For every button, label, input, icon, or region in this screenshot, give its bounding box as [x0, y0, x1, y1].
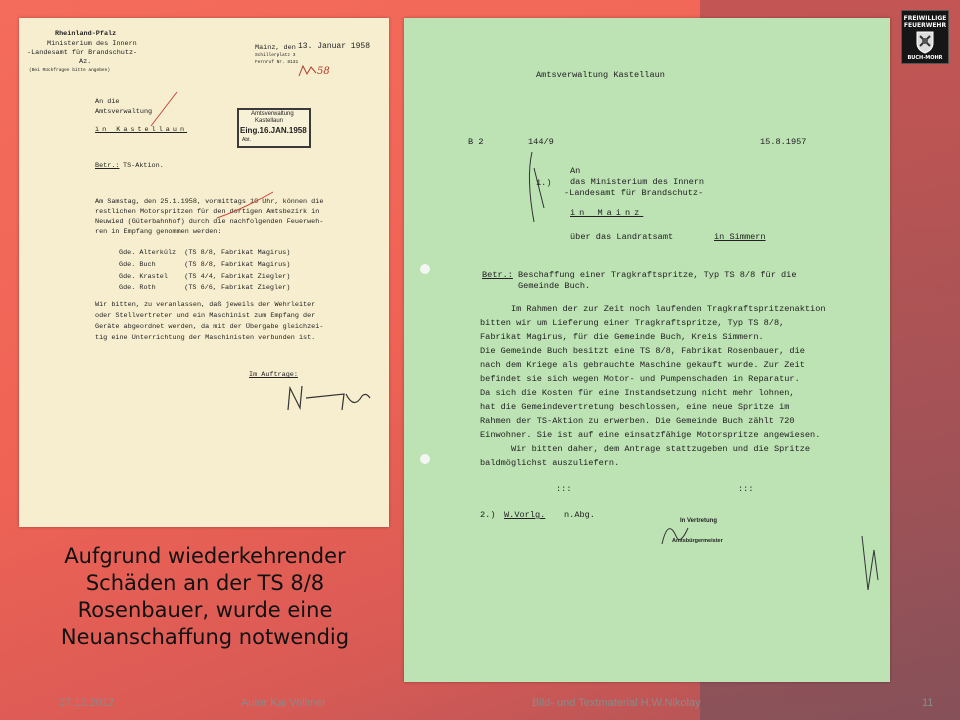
body-line: Rahmen der TS-Aktion zu erwerben. Die Gemeinde Buch zählt 720 [480, 416, 795, 426]
place-date-value: 13. Januar 1958 [298, 42, 371, 51]
letter-date: 15.8.1957 [760, 137, 807, 147]
footer-source: Bild- und Textmaterial H.W.Nikolay [532, 697, 701, 709]
fire-brigade-crest-icon [915, 30, 935, 54]
list-item: Gde. Roth (TS 6/6, Fabrikat Ziegler) [119, 284, 291, 292]
body-line: Da sich die Kosten für eine Instandsetzung nicht mehr lohnen, [480, 388, 795, 398]
betr-label: Betr.: [482, 270, 513, 280]
signature-role-line1: In Vertretung [680, 518, 718, 524]
body-line: nach dem Kriege als gebrauchte Maschine gekauft wurde. Zur Zeit [480, 360, 805, 370]
addr-line2: Amtsverwaltung [95, 108, 153, 116]
separator-right: ::: [738, 484, 754, 494]
list-item: Gde. Krastel (TS 4/4, Fabrikat Ziegler) [119, 273, 291, 281]
handwritten-signature [654, 510, 704, 550]
item2-suffix: n.Abg. [564, 510, 595, 520]
logo-text-line1: FREIWILLIGE [903, 15, 947, 22]
contact-line2: Fernruf Nr. 8131 [255, 60, 299, 65]
footer-page-number: 11 [922, 697, 934, 709]
closing-line: Geräte abgeordnet werden, da mit der Übergabe gleichzei- [95, 323, 324, 331]
handwritten-signature [284, 380, 374, 420]
red-underline-mark [215, 190, 275, 220]
sender-line3: -Landesamt für Brandschutz- [27, 49, 138, 57]
handwritten-mark [856, 530, 884, 600]
item2-text: W.Vorlg. [504, 510, 546, 520]
logo-text-line2: FEUERWEHR [903, 22, 947, 29]
sender-line4: Az. [79, 58, 92, 66]
body-line: restlichen Motorspritzen für den dortigen Amtsbezirk in [95, 208, 320, 216]
list-item: Gde. Buch (TS 8/8, Fabrikat Magirus) [119, 261, 291, 269]
body-line: Die Gemeinde Buch besitzt eine TS 8/8, Fabrikat Rosenbauer, die [480, 346, 805, 356]
body-line: bitten wir um Lieferung einer Tragkraftspritze, Typ TS 8/8, [480, 318, 785, 328]
addr-line4: in Mainz [570, 208, 644, 218]
footer-author: Autor Kai Vollmer [241, 697, 326, 709]
addr-line1: An die [95, 98, 120, 106]
closing-line: tig eine Unterrichtung der Maschinisten verbunden ist. [95, 334, 316, 342]
body-line: Einwohner. Sie ist auf eine einsatzfähige Motorspritze angewiesen. [480, 430, 821, 440]
ref-b2: B 2 [468, 137, 484, 147]
addr-line5-place: in Simmern [714, 232, 766, 242]
addr-line1: An [570, 166, 581, 176]
body-line: Neuwied (Güterbahnhof) durch die nachfolgenden Feuerweh- [95, 218, 324, 226]
handwritten-mark [297, 64, 319, 78]
sign-label: Im Auftrage: [249, 371, 298, 379]
stamp-line3: Eing.16.JAN.1958 [240, 126, 307, 135]
body-line: baldmöglichst auszuliefern. [480, 458, 620, 468]
body-line: Im Rahmen der zur Zeit noch laufenden Tragkraftspritzenaktion [480, 304, 826, 314]
separator-left: ::: [556, 484, 572, 494]
addr-line5-prefix: über das Landratsamt [570, 232, 674, 242]
footer-date: 27.12.2012 [59, 697, 115, 709]
punch-hole [420, 264, 430, 274]
body-line: befindet sie sich wegen Motor- und Pumpenschaden in Reparatur. [480, 374, 800, 384]
body-line: hat die Gemeindevertretung beschlossen, eine neue Spritze im [480, 402, 790, 412]
item-number: 1.) [536, 178, 552, 188]
red-pencil-mark [149, 88, 179, 128]
letter-header: Amtsverwaltung Kastellaun [536, 70, 665, 80]
slide-caption [20, 543, 390, 651]
signature-role-line2: Amtsbürgermeister [672, 538, 723, 544]
caption-line: Schäden an der TS 8/8 [85, 571, 325, 595]
stamp-line4: Abt. [242, 137, 251, 143]
caption-line: Neuanschaffung notwendig [60, 625, 350, 649]
fire-brigade-logo [901, 10, 949, 64]
betr-label: Betr.: [95, 162, 120, 170]
sender-line1: Rheinland-Pfalz [55, 30, 117, 38]
list-item: Gde. Alterkülz (TS 8/8, Fabrikat Magirus) [119, 249, 291, 257]
handwritten-note: 58 [317, 66, 330, 77]
betr-line1: Beschaffung einer Tragkraftspritze, Typ TS 8/8 für die [518, 270, 797, 280]
betr-text: TS-Aktion. [123, 162, 164, 170]
logo-text-line3: BUCH-MOHR [907, 55, 943, 61]
place-date-prefix: Mainz, den [255, 44, 296, 52]
body-line: Fabrikat Magirus, für die Gemeinde Buch, Kreis Simmern. [480, 332, 764, 342]
handwritten-mark [522, 148, 552, 228]
body-line: Am Samstag, den 25.1.1958, vormittags 10 Uhr, können die [95, 198, 324, 206]
letter-ministry-1958 [19, 18, 389, 527]
punch-hole [420, 454, 430, 464]
sender-line2: Ministerium des Innern [47, 40, 137, 48]
closing-line: oder Stellvertreter und ein Maschinist zum Empfang der [95, 312, 316, 320]
betr-line2: Gemeinde Buch. [518, 281, 591, 291]
letter-amtsverwaltung-1957 [404, 18, 890, 682]
body-line: ren in Empfang genommen werden: [95, 228, 222, 236]
body-line: Wir bitten daher, dem Antrage stattzugeben und die Spritze [480, 444, 811, 454]
closing-line: Wir bitten, zu veranlassen, daß jeweils der Wehrleiter [95, 301, 316, 309]
contact-line1: Schillerplatz 3 [255, 53, 296, 58]
receipt-stamp [237, 108, 311, 148]
ref-number: 144/9 [528, 137, 554, 147]
addr-line2: das Ministerium des Innern [570, 177, 705, 187]
sender-note: (Bei Rückfragen bitte angeben) [29, 68, 111, 73]
item2-number: 2.) [480, 510, 496, 520]
caption-line: Aufgrund wiederkehrender [64, 544, 346, 568]
addr-line3: -Landesamt für Brandschutz- [564, 188, 704, 198]
stamp-line1: Amtsverwaltung [251, 111, 294, 117]
stamp-line2: Kastellaun [255, 118, 284, 124]
addr-line3: in Kastellaun [95, 126, 188, 134]
caption-line: Rosenbauer, wurde eine [77, 598, 333, 622]
